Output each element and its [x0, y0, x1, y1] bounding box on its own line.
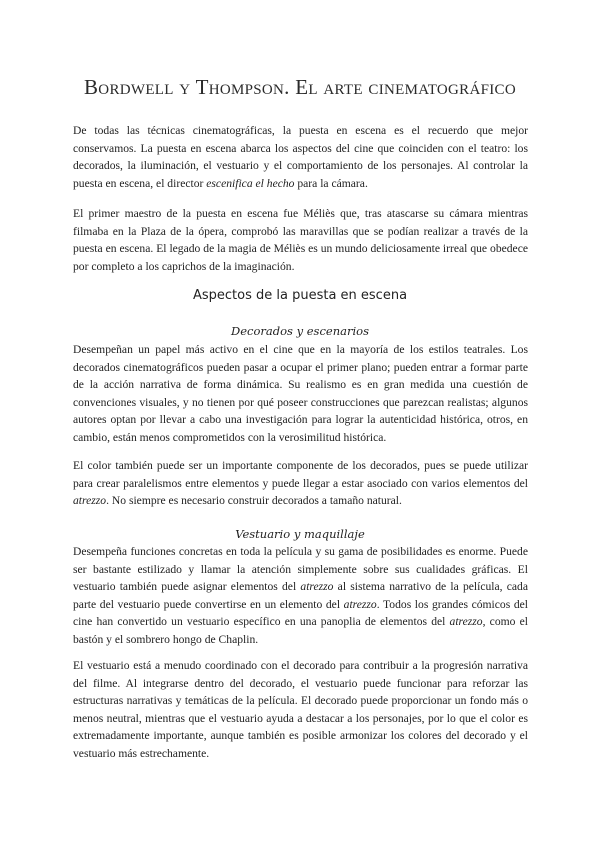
vestuario-paragraph-2: El vestuario está a menudo coordinado con el decorado para contribuir a la progresión narrativa del filme. Al integrarse dentro del decorado, el vestuario puede funcionar para reforzar las estructuras narrativas y temáticas de la película. El decorado puede proporcionar un fondo más o menos neutral, mientras que el vestuario ayuda a destacar a los personajes, por lo que el color es extremadamente importante, aunque también es posible armonizar los colores del decorado y el vestuario más estrechamente.	[73, 659, 528, 760]
vestuario-p1-emphasis-1: atrezzo	[300, 580, 334, 593]
vestuario-p1-emphasis-3: atrezzo	[449, 615, 483, 628]
vestuario-p1-emphasis-2: atrezzo	[343, 597, 377, 611]
intro-p1-text-b: para la cámara.	[294, 176, 368, 190]
section-heading: Aspectos de la puesta en escena	[192, 288, 408, 303]
intro-p1-text-a: De todas las técnicas cinematográficas, la puesta en escena es el recuerdo que mejor conservamos. La puesta en escena abarca los aspectos del cine que coinciden con el teatro: los decorados, la iluminación, el vestuario y el comportamiento de los personajes. Al controlar la puesta en escena, el director	[73, 124, 528, 190]
vestuario-p1-text-d: , como el bastón y el sombrero hongo de Chaplin.	[73, 615, 528, 646]
vestuario-p1-text-c: . Todos los grandes cómicos del cine han convertido un vestuario específico en una panoplia de elementos del	[73, 597, 529, 628]
decorados-paragraph-2	[73, 457, 528, 510]
decorados-p2-text-a: El color también puede ser un importante componente de los decorados, pues se puede utilizar para crear paralelismos entre elementos y puede llegar a estar asociado con varios elementos del	[73, 459, 528, 490]
subheading-vestuario: Vestuario y maquillaje	[235, 527, 365, 541]
vestuario-paragraph-1	[73, 543, 528, 648]
decorados-p2-text-b: . No siempre es necesario construir decorados a tamaño natural.	[106, 494, 402, 507]
decorados-paragraph-1: Desempeñan un papel más activo en el cine que en la mayoría de los estilos teatrales. Los decorados cinematográficos pueden pasar a ocupar el primer plano; pueden entrar a formar parte de la acción narrativa de forma dinámica. Su realismo es en gran medida una cuestión de convenciones visuales, y no tienen por qué poseer construcciones que parezcan realistas; algunos autores optan por llevar a cabo una investigación para lograr la autenticidad histórica, otros, en cambio, están menos comprometidos con la verosimilitud histórica.	[73, 343, 528, 444]
intro-paragraph-2: El primer maestro de la puesta en escena fue Méliès que, tras atascarse su cámara mientras filmaba en la Plaza de la ópera, comprobó las maravillas que se podían realizar a través de la puesta en escena. El legado de la magia de Méliès es un mundo deliciosamente irreal que obedece por completo a los caprichos de la imaginación.	[73, 207, 528, 273]
decorados-p2-emphasis: atrezzo	[73, 494, 107, 507]
subheading-decorados: Decorados y escenarios	[231, 324, 369, 338]
page-title: Bordwell y Thompson. El arte cinematográfico	[84, 75, 516, 99]
vestuario-p1-text-a: Desempeña funciones concretas en toda la película y su gama de posibilidades es enorme. Puede ser bastante estilizado y llamar la atención simplemente sobre sus cualidades gráficas. El vestuario también puede asignar elementos del	[73, 545, 528, 593]
vestuario-p1-text-b: al sistema narrativo de la película, cada parte del vestuario puede convertirse en un elemento del	[73, 580, 529, 611]
intro-p1-emphasis: escenifica el hecho	[206, 176, 295, 190]
intro-paragraph-1	[73, 122, 528, 192]
